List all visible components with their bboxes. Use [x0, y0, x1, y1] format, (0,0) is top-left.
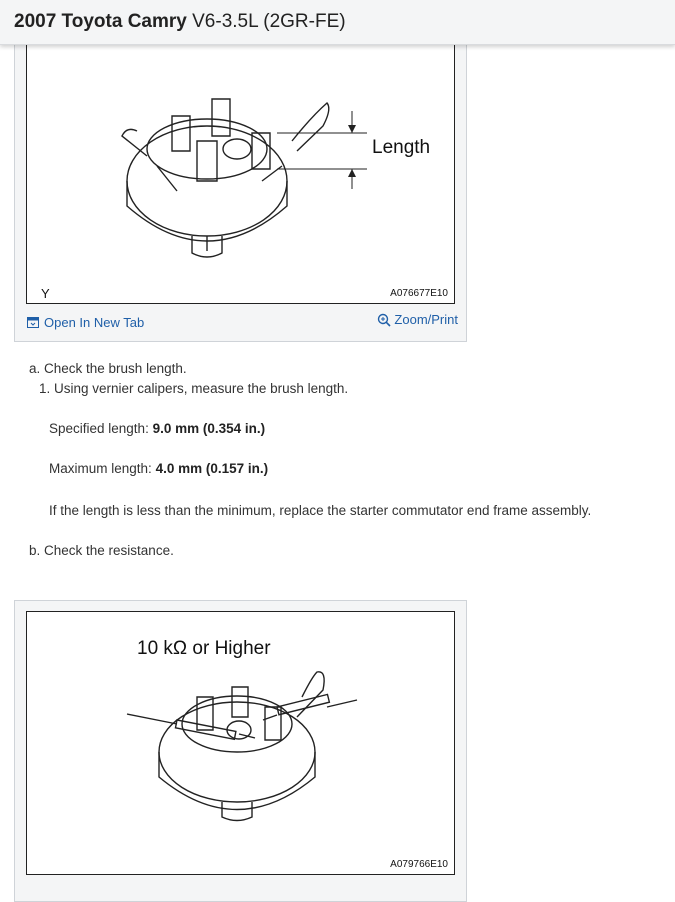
- page-header: [0, 0, 675, 45]
- replacement-note: If the length is less than the minimum, replace the starter commutator end frame assembly.: [49, 503, 592, 518]
- view-letter: Y: [41, 286, 50, 301]
- specified-length-value: 9.0 mm (0.354 in.): [152, 421, 266, 436]
- zoom-icon: [377, 313, 391, 327]
- figure-card-footer: [15, 307, 466, 341]
- specified-length-label: Specified length:: [49, 421, 149, 436]
- figure-code: A079766E10: [390, 859, 448, 870]
- specified-length: [49, 421, 265, 436]
- step-a: a. Check the brush length.: [29, 361, 187, 376]
- open-in-new-tab-link[interactable]: [27, 315, 144, 330]
- zoom-print-label: Zoom/Print: [394, 312, 458, 327]
- diagram-brush-length[interactable]: [26, 31, 455, 304]
- step-a1: 1. Using vernier calipers, measure the brush length.: [39, 381, 349, 396]
- maximum-length-label: Maximum length:: [49, 461, 152, 476]
- resistance-label: 10 kΩ or Higher: [137, 638, 271, 659]
- zoom-print-link[interactable]: [377, 312, 458, 327]
- open-tab-label: Open In New Tab: [44, 315, 145, 330]
- figure-code: A076677E10: [390, 288, 448, 299]
- page-title: [14, 11, 346, 33]
- figure-card-resistance: [14, 600, 467, 902]
- step-b: b. Check the resistance.: [29, 543, 174, 558]
- vehicle-name: 2007 Toyota Camry: [14, 11, 187, 32]
- brush-holder-illustration: [27, 31, 454, 303]
- engine-spec: V6-3.5L (2GR-FE): [192, 11, 346, 32]
- maximum-length: [49, 461, 268, 476]
- open-tab-icon: [27, 317, 39, 328]
- diagram-resistance[interactable]: [26, 611, 455, 875]
- maximum-length-value: 4.0 mm (0.157 in.): [155, 461, 269, 476]
- length-label: Length: [372, 137, 431, 158]
- figure-card-brush-length: [14, 30, 467, 342]
